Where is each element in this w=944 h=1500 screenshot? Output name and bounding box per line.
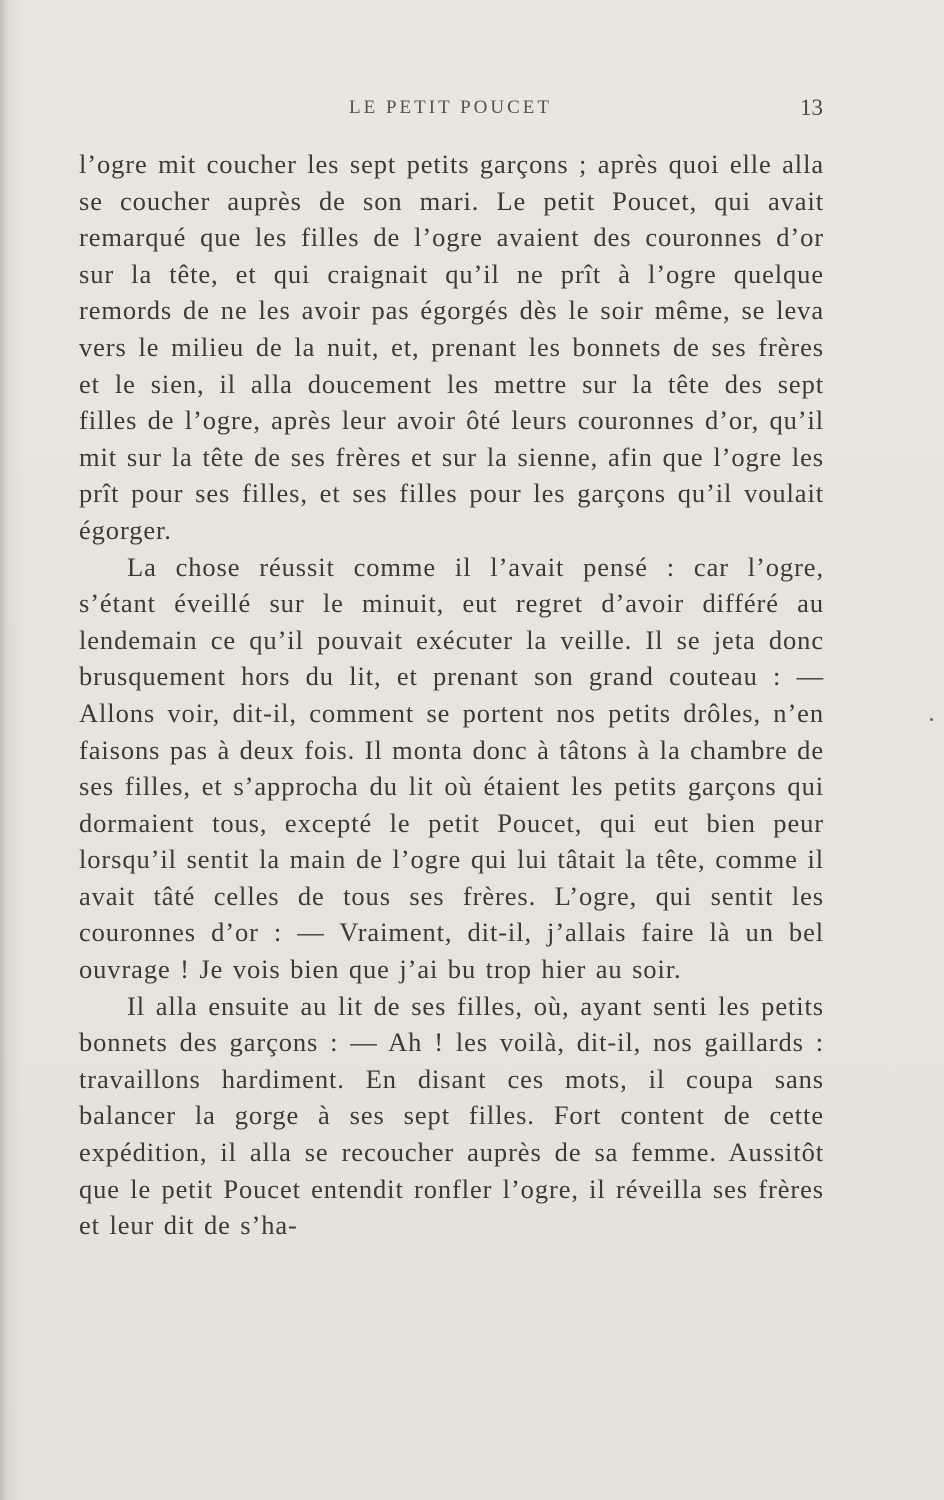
body-text	[79, 146, 824, 1244]
paragraph-2: La chose réussit comme il l’avait pensé : car l’ogre, s’étant éveillé sur le minuit, eut regret d’avoir différé au lendemain ce qu’il pouvait exécuter la veille. Il se jeta donc brusquement hors du lit, et prenant son grand couteau : — Allons voir, dit-il, comment se portent nos petits drôles, n’en faisons pas à deux fois. Il monta donc à tâtons à la chambre de ses filles, et s’approcha du lit où étaient les petits garçons qui dormaient tous, excepté le petit Poucet, qui eut bien peur lorsqu’il sentit la main de l’ogre qui lui tâtait la tête, comme il avait tâté celles de tous ses frères. L’ogre, qui sentit les couronnes d’or : — Vraiment, dit-il, j’allais faire là un bel ouvrage ! Je vois bien que j’ai bu trop hier au soir.	[79, 551, 824, 985]
ink-speck	[930, 718, 933, 721]
paragraph-3: Il alla ensuite au lit de ses filles, où, ayant senti les petits bonnets des garçons : — Ah ! les voilà, dit-il, nos gaillards : travaillons hardiment. En disant ces mots, il coupa sans balancer la gorge à ses sept filles. Fort content de cette expédition, il alla se recoucher auprès de sa femme. Aussitôt que le petit Poucet entendit ronfler l’ogre, il réveilla ses frères et leur dit de s’ha-	[79, 990, 824, 1241]
page-header	[78, 97, 823, 127]
paragraph-1: l’ogre mit coucher les sept petits garçons ; après quoi elle alla se coucher auprès de son mari. Le petit Poucet, qui avait remarqué que les filles de l’ogre avaient des couronnes d’or sur la tête, et qui craignait qu’il ne prît à l’ogre quelque remords de ne les avoir pas égorgés dès le soir même, se leva vers le milieu de la nuit, et, prenant les bonnets de ses frères et le sien, il alla doucement les mettre sur la tête des sept filles de l’ogre, après leur avoir ôté leurs couronnes d’or, qu’il mit sur la tête de ses frères et sur la sienne, afin que l’ogre les prît pour ses filles, et ses filles pour les garçons qu’il voulait égorger.	[79, 149, 824, 545]
running-title: LE PETIT POUCET	[349, 97, 552, 118]
page-number: 13	[800, 95, 823, 120]
